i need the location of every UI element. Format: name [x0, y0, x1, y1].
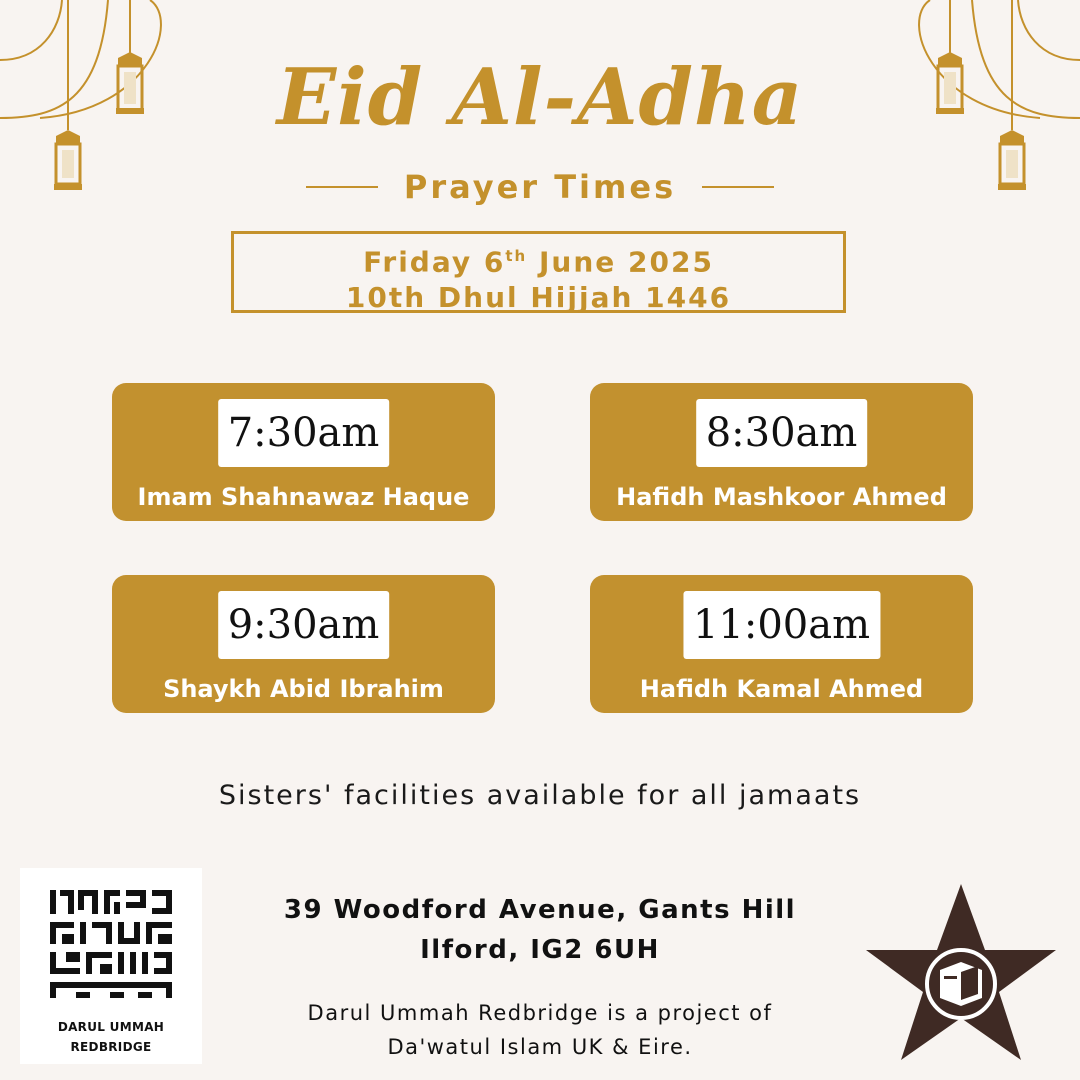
star-kaaba-icon [858, 880, 1064, 1066]
subtitle: Prayer Times [403, 168, 677, 206]
jamaat-imam: Shaykh Abid Ibrahim [163, 675, 444, 703]
jamaat-time: 11:00am [683, 591, 880, 659]
subtitle-row [0, 168, 1080, 206]
jamaat-imam: Imam Shahnawaz Haque [137, 483, 470, 511]
gregorian-day: Friday 6 [363, 245, 506, 279]
kufic-logo-icon [20, 868, 202, 1018]
gregorian-date [234, 238, 843, 280]
jamaat-imam: Hafidh Mashkoor Ahmed [616, 483, 947, 511]
hijri-date: 10th Dhul Hijjah 1446 [345, 281, 732, 315]
divider-right [702, 186, 774, 188]
project-line-2: Da'watul Islam UK & Eire. [387, 1035, 693, 1059]
address [230, 890, 850, 970]
sisters-note: Sisters' facilities available for all jamaats [218, 780, 862, 811]
jamaat-time: 9:30am [218, 591, 390, 659]
page-title: Eid Al-Adha [276, 52, 804, 143]
divider-left [306, 186, 378, 188]
jamaat-card [590, 383, 973, 521]
jamaat-card [112, 383, 495, 521]
project-statement [230, 996, 850, 1064]
ordinal-suffix: th [505, 247, 528, 265]
jamaat-card [590, 575, 973, 713]
jamaat-imam: Hafidh Kamal Ahmed [639, 675, 924, 703]
address-line-2: Ilford, IG2 6UH [420, 935, 660, 965]
jamaat-time: 7:30am [218, 399, 390, 467]
organisation-logo [20, 868, 202, 1064]
gregorian-month-year: June 2025 [527, 245, 714, 279]
project-line-1: Darul Ummah Redbridge is a project of [307, 1001, 773, 1025]
jamaat-time: 8:30am [696, 399, 868, 467]
jamaat-card [112, 575, 495, 713]
logo-line-2: REDBRIDGE [70, 1040, 152, 1054]
logo-line-1: DARUL UMMAH [57, 1020, 165, 1034]
address-line-1: 39 Woodford Avenue, Gants Hill [283, 895, 797, 925]
date-box [231, 231, 846, 313]
